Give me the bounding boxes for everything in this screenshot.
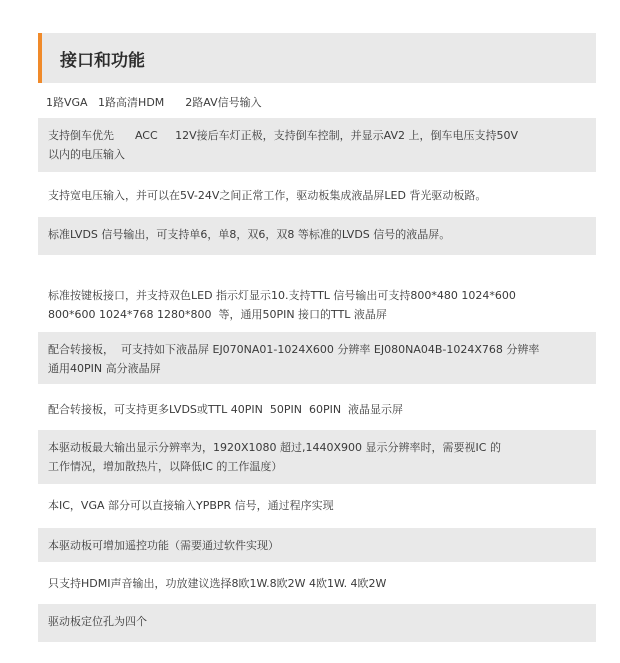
feature-text: 驱动板定位孔为四个 — [48, 615, 147, 628]
feature-row — [38, 566, 596, 600]
feature-text: 标准按键板接口，并支持双色LED 指示灯显示10.支持TTL 信号输出可支持800*480 1024*600 800*600 1024*768 1280*800 等，通用50PIN 接口的TTL 液晶屏 — [48, 289, 516, 321]
feature-row — [38, 282, 596, 328]
signal-inputs-line: 1路VGA 1路高清HDM 2路AV信号输入 — [46, 96, 262, 109]
section-header — [38, 33, 596, 83]
feature-text: 支持倒车优先 ACC 12V接后车灯正极，支持倒车控制，并显示AV2 上，倒车电压支持50V 以内的电压输入 — [48, 129, 519, 161]
feature-text: 本IC，VGA 部分可以直接输入YPBPR 信号，通过程序实现 — [48, 499, 334, 512]
feature-row — [38, 488, 596, 522]
header-accent-bar — [38, 33, 42, 83]
section-title: 接口和功能 — [60, 51, 145, 71]
feature-text: 只支持HDMI声音输出，功放建议选择8欧1W.8欧2W 4欧1W. 4欧2W — [48, 577, 387, 590]
feature-text: 支持宽电压输入，并可以在5V-24V之间正常工作，驱动板集成液晶屏LED 背光驱动板路。 — [48, 189, 487, 202]
feature-text: 标准LVDS 信号输出，可支持单6，单8，双6，双8 等标准的LVDS 信号的液晶屏。 — [48, 228, 451, 241]
feature-row — [38, 392, 596, 426]
feature-text: 本驱动板可增加遥控功能（需要通过软件实现） — [48, 539, 279, 552]
feature-row — [38, 604, 596, 642]
feature-text: 配合转接板，可支持更多LVDS或TTL 40PIN 50PIN 60PIN 液晶显示屏 — [48, 403, 404, 416]
feature-row — [38, 528, 596, 562]
feature-row — [38, 118, 596, 172]
feature-text: 本驱动板最大输出显示分辨率为，1920X1080 超过,1440X900 显示分辨率时，需要视IC 的 工作情况，增加散热片，以降低IC 的工作温度） — [48, 441, 501, 473]
feature-row — [38, 217, 596, 255]
feature-row — [38, 430, 596, 484]
feature-row — [38, 178, 596, 212]
feature-text: 配合转接板， 可支持如下液晶屏 EJ070NA01-1024X600 分辨率 EJ080NA04B-1024X768 分辨率 通用40PIN 高分液晶屏 — [48, 343, 540, 375]
feature-row — [38, 332, 596, 384]
